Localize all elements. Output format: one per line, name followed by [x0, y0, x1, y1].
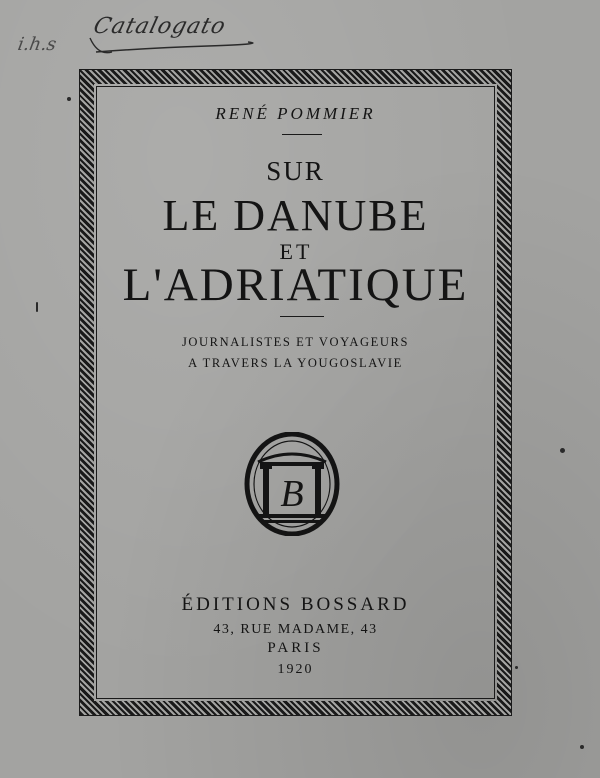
paper-speck	[36, 302, 38, 312]
publisher-logo	[244, 432, 340, 536]
publisher-city: PARIS	[267, 640, 324, 656]
subtitle-line-2: A TRAVERS LA YOUGOSLAVIE	[188, 356, 403, 370]
publisher-address: 43, RUE MADAME, 43	[213, 622, 378, 637]
subtitle-line-1: JOURNALISTES ET VOYAGEURS	[181, 335, 410, 349]
handwritten-annotation	[88, 8, 258, 58]
handwritten-note: Catalogato	[90, 14, 229, 39]
title-line-2: LE DANUBE	[162, 191, 429, 240]
title-rule	[280, 316, 324, 317]
paper-speck	[515, 666, 518, 669]
author-name: RENÉ POMMIER	[215, 104, 376, 123]
paper-speck	[560, 448, 565, 453]
author-rule	[282, 134, 322, 135]
shelfmark-note: i.h.s	[16, 34, 58, 55]
publication-year: 1920	[277, 662, 314, 677]
handwritten-underline	[88, 8, 258, 58]
publisher-name: ÉDITIONS BOSSARD	[181, 594, 410, 615]
logo-monogram: B	[280, 473, 304, 515]
title-line-3: ET	[279, 239, 313, 264]
paper-speck	[580, 745, 584, 749]
paper-speck	[67, 97, 71, 101]
title-line-4: L'ADRIATIQUE	[122, 259, 469, 311]
title-line-1: SUR	[266, 156, 325, 186]
